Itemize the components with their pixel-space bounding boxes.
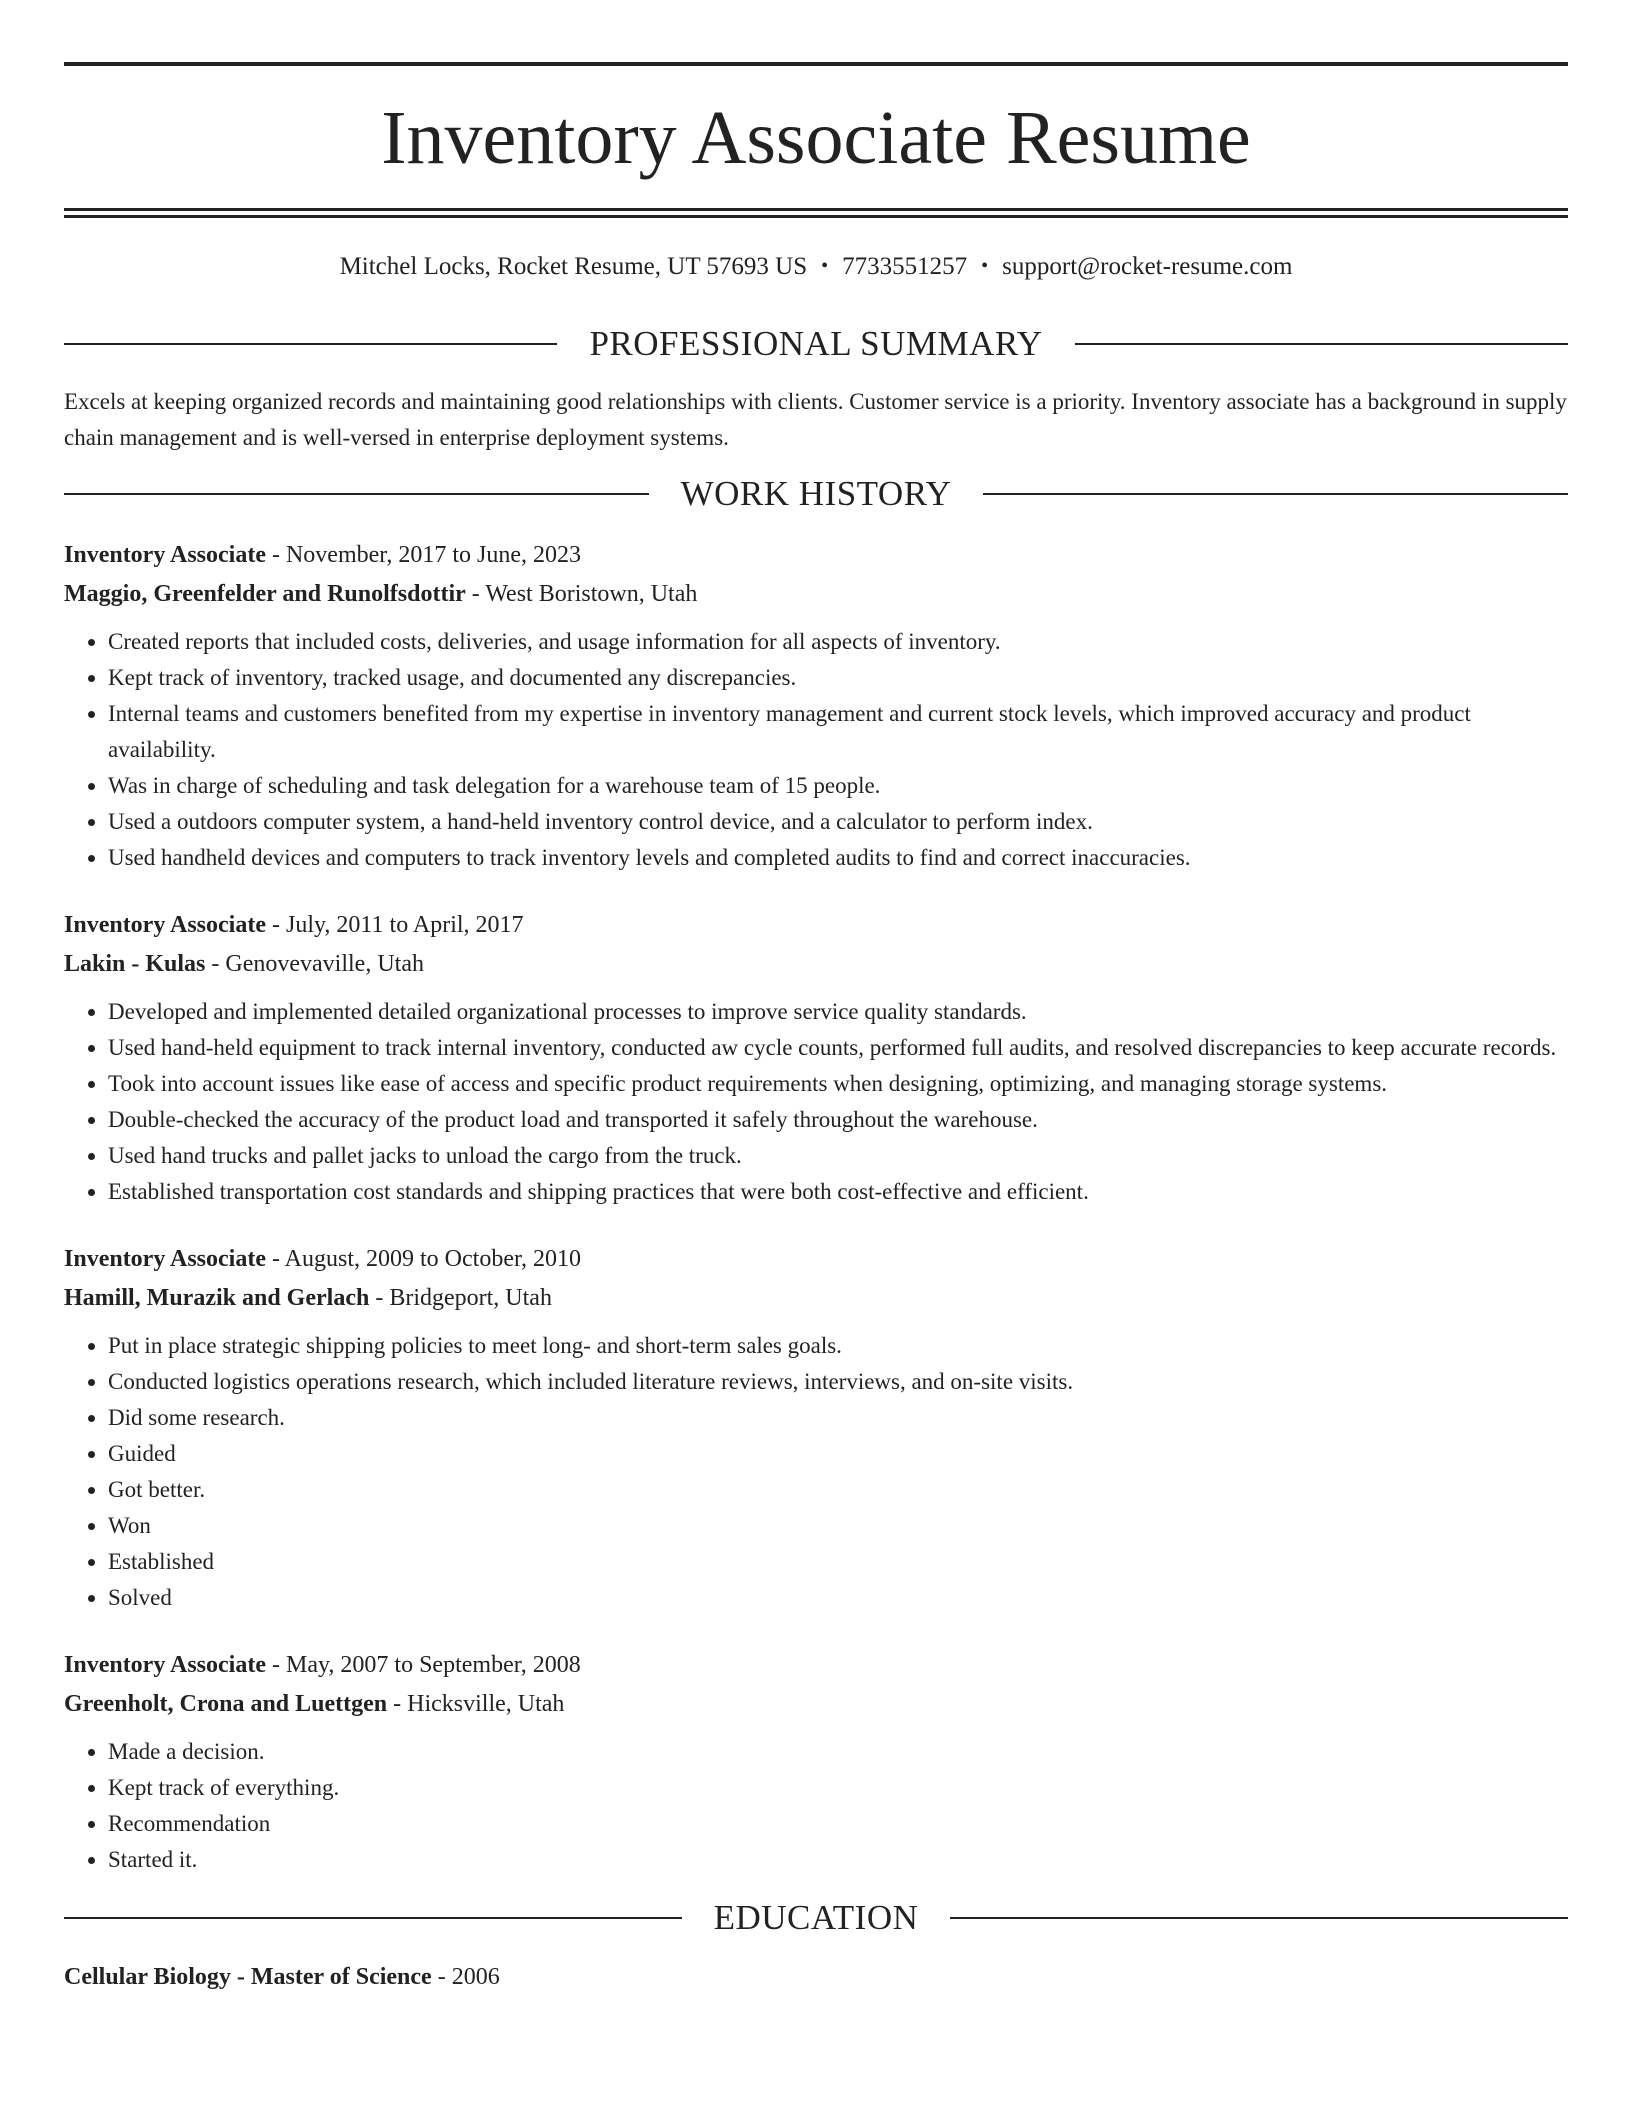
contact-phone: 7733551257 — [842, 253, 968, 280]
job-entry — [64, 906, 1568, 1210]
job-bullet: • Double-checked the accuracy of the product load and transported it safely throughout the warehouse. — [108, 1102, 1568, 1138]
job-title: Inventory Associate — [64, 542, 266, 568]
job-title-line — [64, 906, 1568, 945]
job-entry — [64, 1646, 1568, 1878]
job-title-line — [64, 1240, 1568, 1279]
job-title-line — [64, 536, 1568, 575]
job-bullet: • Got better. — [108, 1472, 1568, 1508]
job-dates: - August, 2009 to October, 2010 — [265, 1246, 581, 1272]
job-bullet: • Kept track of inventory, tracked usage, and documented any discrepancies. — [108, 660, 1568, 696]
job-title: Inventory Associate — [64, 912, 266, 938]
job-bullet: • Solved — [108, 1580, 1568, 1616]
job-bullet: • Established — [108, 1544, 1568, 1580]
job-company-line — [64, 1685, 1568, 1724]
resume-title: Inventory Associate Resume — [381, 96, 1251, 180]
education-year: - 2006 — [431, 1964, 500, 1990]
job-bullet: • Took into account issues like ease of access and specific product requirements when designing, optimizing, and managing storage systems. — [108, 1066, 1568, 1102]
education-entry — [64, 1958, 1568, 1997]
contact-email: support@rocket-resume.com — [1002, 253, 1293, 280]
summary-text: Excels at keeping organized records and maintaining good relationships with clients. Customer service is a priority. Inventory associate has a background in supply chain management and is well-versed in enterprise deployment systems. — [64, 389, 1567, 450]
job-bullet: • Conducted logistics operations research, which included literature reviews, interviews, and on-site visits. — [108, 1364, 1568, 1400]
heading-rule — [950, 1917, 1568, 1919]
job-bullet: • Recommendation — [108, 1806, 1568, 1842]
job-company: Greenholt, Crona and Luettgen — [64, 1691, 388, 1717]
job-bullet: • Kept track of everything. — [108, 1770, 1568, 1806]
section-heading-work-history — [64, 474, 1568, 514]
job-entry — [64, 1240, 1568, 1616]
heading-rule — [983, 493, 1568, 495]
job-bullet: • Developed and implemented detailed organizational processes to improve service quality standards. — [108, 994, 1568, 1030]
job-bullet: • Was in charge of scheduling and task delegation for a warehouse team of 15 people. — [108, 768, 1568, 804]
job-bullet: • Made a decision. — [108, 1734, 1568, 1770]
job-company-line — [64, 945, 1568, 984]
job-location: - West Boristown, Utah — [465, 581, 698, 607]
education-degree: Cellular Biology - Master of Science — [64, 1964, 432, 1990]
job-bullet: • Created reports that included costs, deliveries, and usage information for all aspects of inventory. — [108, 624, 1568, 660]
heading-rule — [64, 1917, 682, 1919]
section-heading-label: WORK HISTORY — [680, 474, 952, 513]
job-company-line — [64, 1279, 1568, 1318]
title-double-rule — [64, 208, 1568, 218]
job-company: Hamill, Murazik and Gerlach — [64, 1285, 370, 1311]
contact-separator: • — [981, 255, 989, 277]
heading-rule — [64, 493, 649, 495]
job-location: - Hicksville, Utah — [387, 1691, 565, 1717]
contact-line — [64, 252, 1568, 282]
job-bullet: • Internal teams and customers benefited from my expertise in inventory management and current stock levels, which improved accuracy and product availability. — [108, 696, 1568, 768]
job-bullet: • Did some research. — [108, 1400, 1568, 1436]
section-heading-education — [64, 1898, 1568, 1938]
section-heading-summary — [64, 324, 1568, 364]
heading-rule — [64, 343, 557, 345]
job-bullet: • Put in place strategic shipping policies to meet long- and short-term sales goals. — [108, 1328, 1568, 1364]
job-entry — [64, 536, 1568, 876]
job-title-line — [64, 1646, 1568, 1685]
job-company: Lakin - Kulas — [64, 951, 206, 977]
resume-page — [64, 62, 1568, 1997]
job-bullet: • Guided — [108, 1436, 1568, 1472]
job-bullet: • Used hand-held equipment to track internal inventory, conducted aw cycle counts, performed full audits, and resolved discrepancies to keep accurate records. — [108, 1030, 1568, 1066]
job-bullet: • Started it. — [108, 1842, 1568, 1878]
job-bullet: • Used hand trucks and pallet jacks to unload the cargo from the truck. — [108, 1138, 1568, 1174]
section-heading-label: PROFESSIONAL SUMMARY — [589, 324, 1043, 363]
job-bullet-list — [64, 1328, 1568, 1616]
job-bullet: • Won — [108, 1508, 1568, 1544]
job-company: Maggio, Greenfelder and Runolfsdottir — [64, 581, 466, 607]
contact-address: Mitchel Locks, Rocket Resume, UT 57693 US — [339, 253, 808, 280]
job-dates: - May, 2007 to September, 2008 — [265, 1652, 581, 1678]
job-location: - Genovevaville, Utah — [205, 951, 424, 977]
job-bullet-list — [64, 624, 1568, 876]
job-bullet: • Used handheld devices and computers to track inventory levels and completed audits to find and correct inaccuracies. — [108, 840, 1568, 876]
job-bullet: • Established transportation cost standards and shipping practices that were both cost-effective and efficient. — [108, 1174, 1568, 1210]
job-location: - Bridgeport, Utah — [369, 1285, 552, 1311]
job-bullet-list — [64, 994, 1568, 1210]
job-dates: - July, 2011 to April, 2017 — [265, 912, 524, 938]
job-dates: - November, 2017 to June, 2023 — [265, 542, 581, 568]
work-history-list — [64, 536, 1568, 1878]
job-title: Inventory Associate — [64, 1652, 266, 1678]
heading-rule — [1075, 343, 1568, 345]
job-title: Inventory Associate — [64, 1246, 266, 1272]
job-bullet: • Used a outdoors computer system, a hand-held inventory control device, and a calculator to perform index. — [108, 804, 1568, 840]
contact-separator: • — [821, 255, 829, 277]
top-rule — [64, 62, 1568, 66]
job-bullet-list — [64, 1734, 1568, 1878]
job-company-line — [64, 575, 1568, 614]
section-heading-label: EDUCATION — [713, 1898, 919, 1937]
